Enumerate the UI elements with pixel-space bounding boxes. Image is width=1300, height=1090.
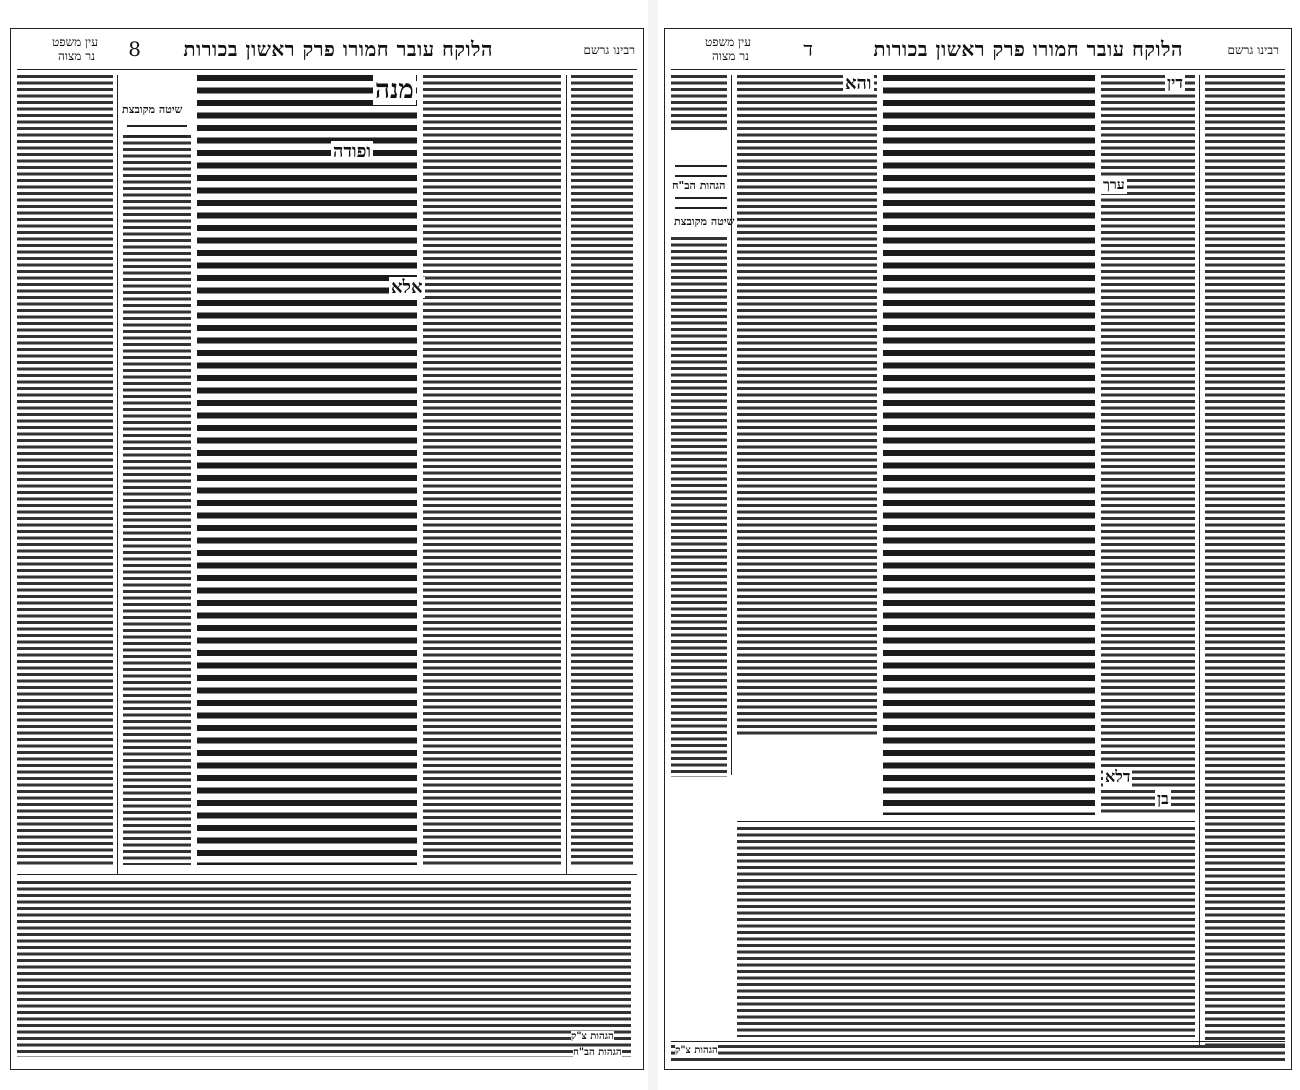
rabbeinu-gershom-column [1205, 75, 1285, 1055]
ein-mishpat-column [671, 75, 727, 131]
right-page-header [665, 37, 1291, 67]
dibbur-hamatchil: והא [845, 73, 872, 94]
footnote-rule [17, 874, 637, 875]
column-divider [566, 75, 567, 875]
ner-mitzvah-label: נר מצוה [712, 49, 749, 63]
dibbur-hamatchil: מנה [375, 75, 414, 105]
shita-mekubetzet-column [123, 135, 191, 865]
left-page [10, 28, 644, 1070]
page-letter: ד [803, 37, 813, 61]
outer-commentary-column [17, 75, 113, 865]
right-page [664, 28, 1292, 1070]
dibbur-hamatchil: ופודה [333, 141, 372, 162]
ein-mishpat-label: עין משפט [705, 35, 751, 49]
footnotes-area [17, 881, 631, 1057]
book-gutter [648, 0, 658, 1090]
header-rule [671, 69, 1285, 70]
heading-ornament [127, 125, 187, 137]
dibbur-hamatchil: אלא [391, 277, 423, 298]
dibbur-hamatchil: דלא [1105, 767, 1131, 786]
footnotes-area [671, 1045, 1285, 1061]
tosafot-column [737, 75, 877, 735]
page-title: הלוקח עובר חמורו פרק ראשון בכורות [873, 37, 1183, 61]
ner-mitzvah-label: נר מצוה [58, 49, 95, 63]
commentary-column [423, 75, 561, 867]
hagahot-label: הגהות צ"ק [675, 1045, 718, 1056]
hagahot-heading: הגהות הב"ח [669, 179, 729, 192]
shita-mekubetzet-heading: שיטה מקובצת [119, 103, 185, 116]
section-rule [737, 821, 1195, 822]
shita-mekubetzet-heading: שיטה מקובצת [671, 215, 737, 228]
column-divider [1199, 75, 1200, 1055]
left-page-header [11, 37, 643, 67]
ein-mishpat-label: עין משפט [52, 35, 98, 49]
dibbur-hamatchil: ערך [1103, 177, 1125, 193]
main-text-column [883, 75, 1095, 815]
column-divider [731, 75, 732, 775]
column-divider [117, 75, 118, 875]
page-title: הלוקח עובר חמורו פרק ראשון בכורות [183, 37, 493, 61]
shita-mekubetzet-column [671, 237, 727, 777]
hagahot-label: הגהות הב"ח [573, 1047, 622, 1058]
heading-ornament [675, 197, 727, 209]
dibbur-hamatchil: בן [1157, 789, 1169, 808]
page-number: 8 [128, 37, 141, 61]
lower-commentary [737, 827, 1195, 1037]
header-rule [17, 69, 637, 70]
hagahot-label: הגהות צ"ק [571, 1031, 614, 1042]
rabbeinu-gershom-label: רבינו גרשם [1227, 43, 1279, 57]
footnote-rule [671, 1041, 1285, 1042]
main-text-column [197, 75, 417, 865]
rabbeinu-gershom-label: רבינו גרשם [583, 43, 635, 57]
rabbeinu-gershom-column [571, 75, 633, 867]
dibbur-hamatchil: דין [1167, 73, 1183, 92]
heading-ornament [675, 165, 727, 177]
